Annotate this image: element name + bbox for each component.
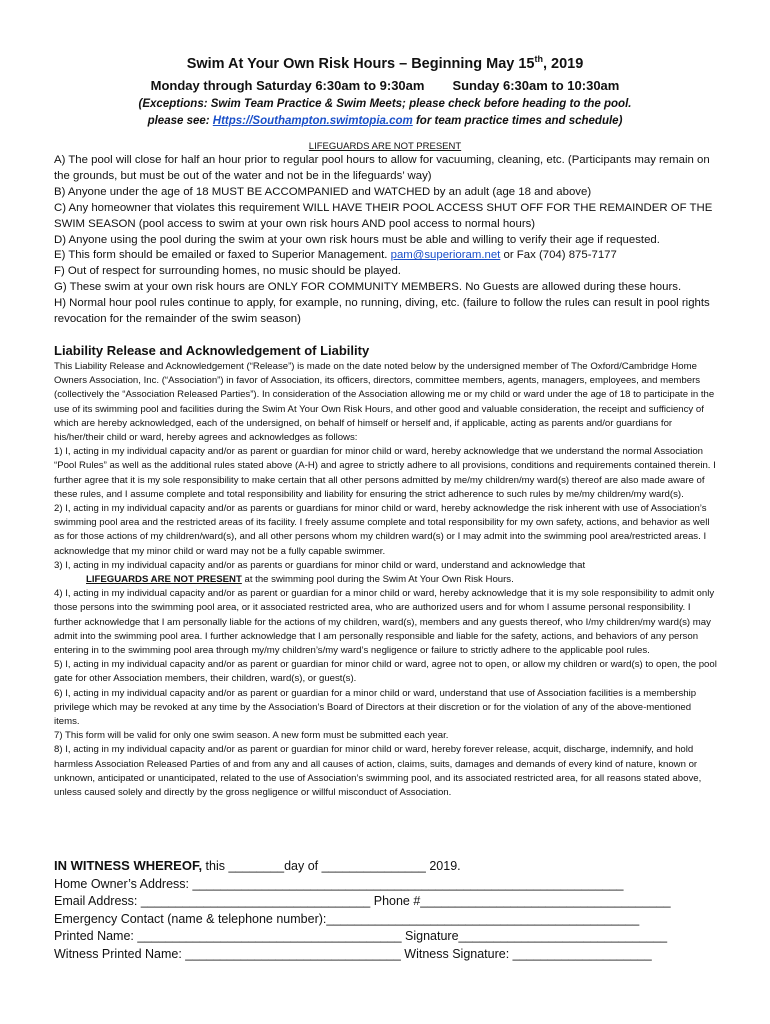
liability-item-8: 8) I, acting in my individual capacity and/or as parent or guardian for minor child or ward, hereby forever release, acquit, discharge, indemnify, and hold harmless Association Released Parties of and from any and all causes of action, claims, suits, damages and demands of every kind of nature, known or unknown, anticipated or unanticipated, related to the use of Association’s swimming pool, and its associated restricted area, for all reasons stated above, unless caused solely and directly by the gross negligence or willful misconduct of Association. [54, 744, 702, 799]
rule-g: G) These swim at your own risk hours are ONLY FOR COMMUNITY MEMBERS. No Guests are allowed during these hours. [54, 281, 682, 294]
rules-list [54, 153, 718, 328]
liability-item-5: 5) I, acting in my individual capacity and/or as parent or guardian for minor child or ward, agree not to open, or allow my children or ward(s) to open, the pool gate for other Association members, their children, ward(s), or guest(s). [54, 659, 717, 685]
liability-item-6: 6) I, acting in my individual capacity and/or as parent or guardian for a minor child or ward, understand that use of Association facilities is a membership privilege which may be revoked at any time by the Association’s Board of Directors at their discretion or for the violation of any of the above-mentioned items. [54, 687, 697, 728]
rule-f: F) Out of respect for surrounding homes, no music should be played. [54, 265, 401, 278]
rule-a: A) The pool will close for half an hour prior to regular pool hours to allow for vacuuming, cleaning, etc. (Participants may remain on the grounds, but must be out of the water and not be in the lifeguards’ way) [54, 154, 710, 182]
title-superscript: th [534, 54, 543, 64]
sunday-hours: Sunday 6:30am to 10:30am [452, 78, 620, 93]
swimtopia-link[interactable]: Https://Southampton.swimtopia.com [212, 115, 413, 127]
liability-item-7: 7) This form will be valid for only one swim season. A new form must be submitted each year. [54, 730, 449, 742]
home-address-field[interactable]: Home Owner’s Address: ______________________________________________________________ [54, 876, 624, 891]
witness-date-line[interactable] [54, 857, 718, 876]
weekday-hours: Monday through Saturday 6:30am to 9:30am [150, 78, 425, 93]
rule-e [54, 248, 718, 264]
witness-date-field[interactable]: this ________day of _______________ 2019. [202, 859, 461, 873]
liability-item-2: 2) I, acting in my individual capacity and/or as parents or guardians for minor child or ward, hereby acknowledge the risk inherent with use of Association’s swimming pool area and the restricted areas of its facility. I freely assume complete and total responsibility for my own safety, actions, and behavior as well as for those actions of my children/ward(s), and all other persons whom my children ward(s) or I may admit into the swimming pool area/restricted areas. I acknowledge that my minor child or ward may not be a fully capable swimmer. [54, 503, 710, 557]
liability-item-3: 3) I, acting in my individual capacity and/or as parents or guardians for minor child or ward, understand and acknowledge that [54, 559, 586, 571]
rule-e-fax: or Fax (704) 875-7177 [500, 249, 617, 262]
document-title [0, 54, 770, 72]
liability-item-4: 4) I, acting in my individual capacity and/or as parent or guardian for a minor child or ward, hereby acknowledge that it is my sole responsibility to admit only those persons into the swimming pool area, or it associated restricted area, who are authorized users and for whom I assume personal responsibility. I further acknowledge that I am personally liable for the actions of my children, ward(s), members and any guests thereof, who I/my children/my ward(s) may admit into the swimming pool area. I further acknowledge that I am personally responsible and liable for the safety, actions, and behaviors of any person entering in to the swimming pool area through my/my children’s/my ward’s negligence or failure to strictly adhere to the applicable pool rules. [54, 588, 715, 657]
liability-heading: Liability Release and Acknowledgement of Liability [54, 343, 370, 358]
rule-b: B) Anyone under the age of 18 MUST BE ACCOMPANIED and WATCHED by an adult (age 18 and above) [54, 185, 592, 198]
after-link-text: for team practice times and schedule) [412, 115, 623, 127]
email-link[interactable]: pam@superioram.net [390, 249, 501, 262]
liability-item-1: 1) I, acting in my individual capacity and/or as parent or guardian for minor child or ward, hereby acknowledge that we understand the normal Association “Pool Rules” as well as the additional rules stated above (A-H) and agree to strictly adhere to all provisions, conditions and requirements contained therein. I further agree that it is my sole responsibility to make certain that all other persons admitted by me/my children/my ward(s) thereof are also made aware of these rules, and I assume complete and total responsibility and liability for ensuring the strict adherence to such rules by me/my children/my ward(s). [54, 446, 716, 500]
printed-name-signature-field[interactable]: Printed Name: ______________________________________ Signature______________________________ [54, 929, 668, 944]
exceptions-note [0, 96, 770, 130]
liability-item-3-cont [54, 573, 718, 587]
email-phone-field[interactable]: Email Address: _________________________________ Phone #____________________________________ [54, 894, 671, 909]
witness-section [54, 857, 718, 964]
witness-label: IN WITNESS WHEREOF, [54, 858, 203, 873]
liability-item-3-rest: at the swimming pool during the Swim At Your Own Risk Hours. [241, 574, 514, 586]
pool-hours [0, 78, 770, 93]
lifeguards-notice: LIFEGUARDS ARE NOT PRESENT [308, 141, 462, 152]
witness-name-signature-field[interactable]: Witness Printed Name: _______________________________ Witness Signature: ____________________ [54, 946, 652, 961]
rule-e-text: E) This form should be emailed or faxed to Superior Management. [54, 249, 391, 262]
liability-body [54, 360, 718, 800]
rule-h: H) Normal hour pool rules continue to apply, for example, no running, diving, etc. (failure to follow the rules can result in pool rights revocation for the remainder of the swim season) [54, 297, 710, 326]
exceptions-line: (Exceptions: Swim Team Practice & Swim Meets; please check before heading to the pool. [138, 98, 632, 110]
rule-d: D) Anyone using the pool during the swim at your own risk hours must be able and willing to verify their age if requested. [54, 233, 660, 246]
rule-c: C) Any homeowner that violates this requirement WILL HAVE THEIR POOL ACCESS SHUT OFF FOR THE REMAINDER OF THE SWIM SEASON (pool access to swim at your own risk hours AND pool access to normal hours) [54, 201, 713, 230]
liability-intro: This Liability Release and Acknowledgement (“Release”) is made on the date noted below by the undersigned member of The Oxford/Cambridge Home Owners Association, Inc. (“Association”) in favor of Association, its officers, directors, committee members, agents, managers, employees, and members (collectively the “Association Released Parties”). In consideration of the Association allowing me or my child or ward under the age of 18 to participate in the use of its swimming pool and facilities during the Swim At Your Own Risk Hours, and other good and valuable consideration, the receipt and sufficiency of which are hereby acknowledged, each of the undersigned, on behalf of himself or herself and, if applicable, acting as parents and/or guardians for his/her/their child or ward, hereby agrees and acknowledges as follows: [54, 361, 715, 444]
lifeguards-not-present: LIFEGUARDS ARE NOT PRESENT [86, 574, 242, 586]
please-see-text: please see: [147, 115, 213, 127]
title-text: Swim At Your Own Risk Hours – Beginning May 15 [186, 55, 535, 72]
title-year: , 2019 [542, 55, 584, 72]
please-see-line [0, 113, 770, 130]
emergency-contact-field[interactable]: Emergency Contact (name & telephone number):_____________________________________________ [54, 911, 640, 926]
